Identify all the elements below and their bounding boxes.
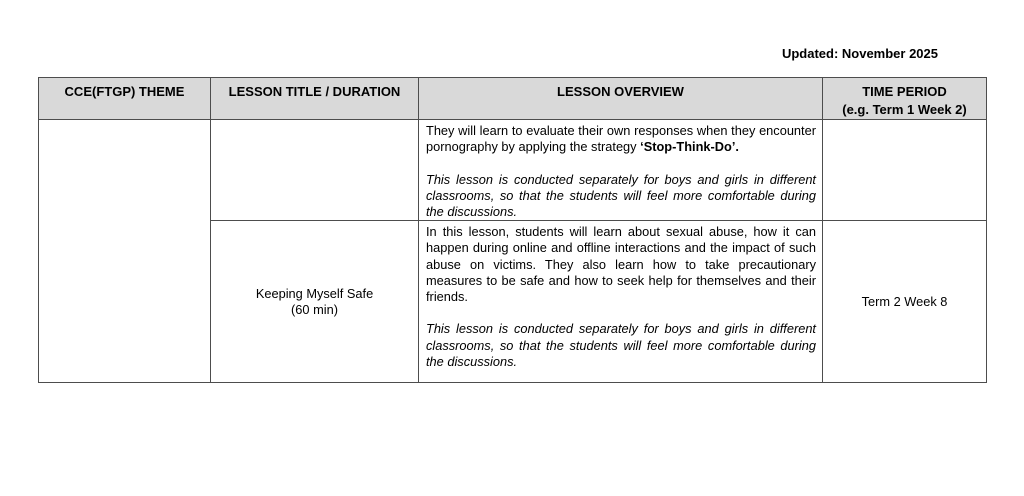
overview-note-italic: This lesson is conducted separately for boys and girls in different classrooms, so that the students will feel more comfortable during the discussions. bbox=[426, 171, 816, 219]
lesson-title: Keeping Myself Safe bbox=[255, 285, 374, 301]
time-period-cell-empty bbox=[823, 120, 987, 221]
header-lesson-overview: LESSON OVERVIEW bbox=[419, 78, 823, 120]
overview-paragraph: In this lesson, students will learn about sexual abuse, how it can happen during online and offline interactions and the impact of such abuse on victims. They also learn how to take precautionary measures to be safe and how to seek help for themselves and their friends. bbox=[426, 224, 816, 305]
lesson-title-cell-empty bbox=[211, 120, 419, 221]
lesson-plan-table bbox=[38, 77, 987, 383]
overview-strategy-bold: ‘Stop-Think-Do’. bbox=[640, 139, 739, 155]
header-time-period-sublabel: (e.g. Term 1 Week 2) bbox=[842, 102, 967, 117]
time-period-cell: Term 2 Week 8 bbox=[823, 221, 987, 383]
header-time-period-label: TIME PERIOD bbox=[862, 84, 947, 99]
overview-note-italic: This lesson is conducted separately for boys and girls in different classrooms, so that the students will feel more comfortable during the discussions. bbox=[426, 321, 816, 369]
lesson-title-cell bbox=[211, 221, 419, 383]
overview-paragraph bbox=[426, 123, 816, 155]
overview-text: They will learn to evaluate their own responses when they encounter pornography by applying the strategy bbox=[426, 123, 816, 155]
header-lesson-title-duration: LESSON TITLE / DURATION bbox=[211, 78, 419, 120]
overview-cell bbox=[419, 221, 823, 383]
lesson-duration: (60 min) bbox=[291, 301, 338, 317]
header-theme: CCE(FTGP) THEME bbox=[39, 78, 211, 120]
theme-cell bbox=[39, 120, 211, 383]
table-header-row bbox=[39, 78, 987, 120]
updated-label: Updated: November 2025 bbox=[781, 46, 938, 61]
table-row bbox=[39, 120, 987, 221]
header-time-period bbox=[823, 78, 987, 120]
overview-cell bbox=[419, 120, 823, 221]
